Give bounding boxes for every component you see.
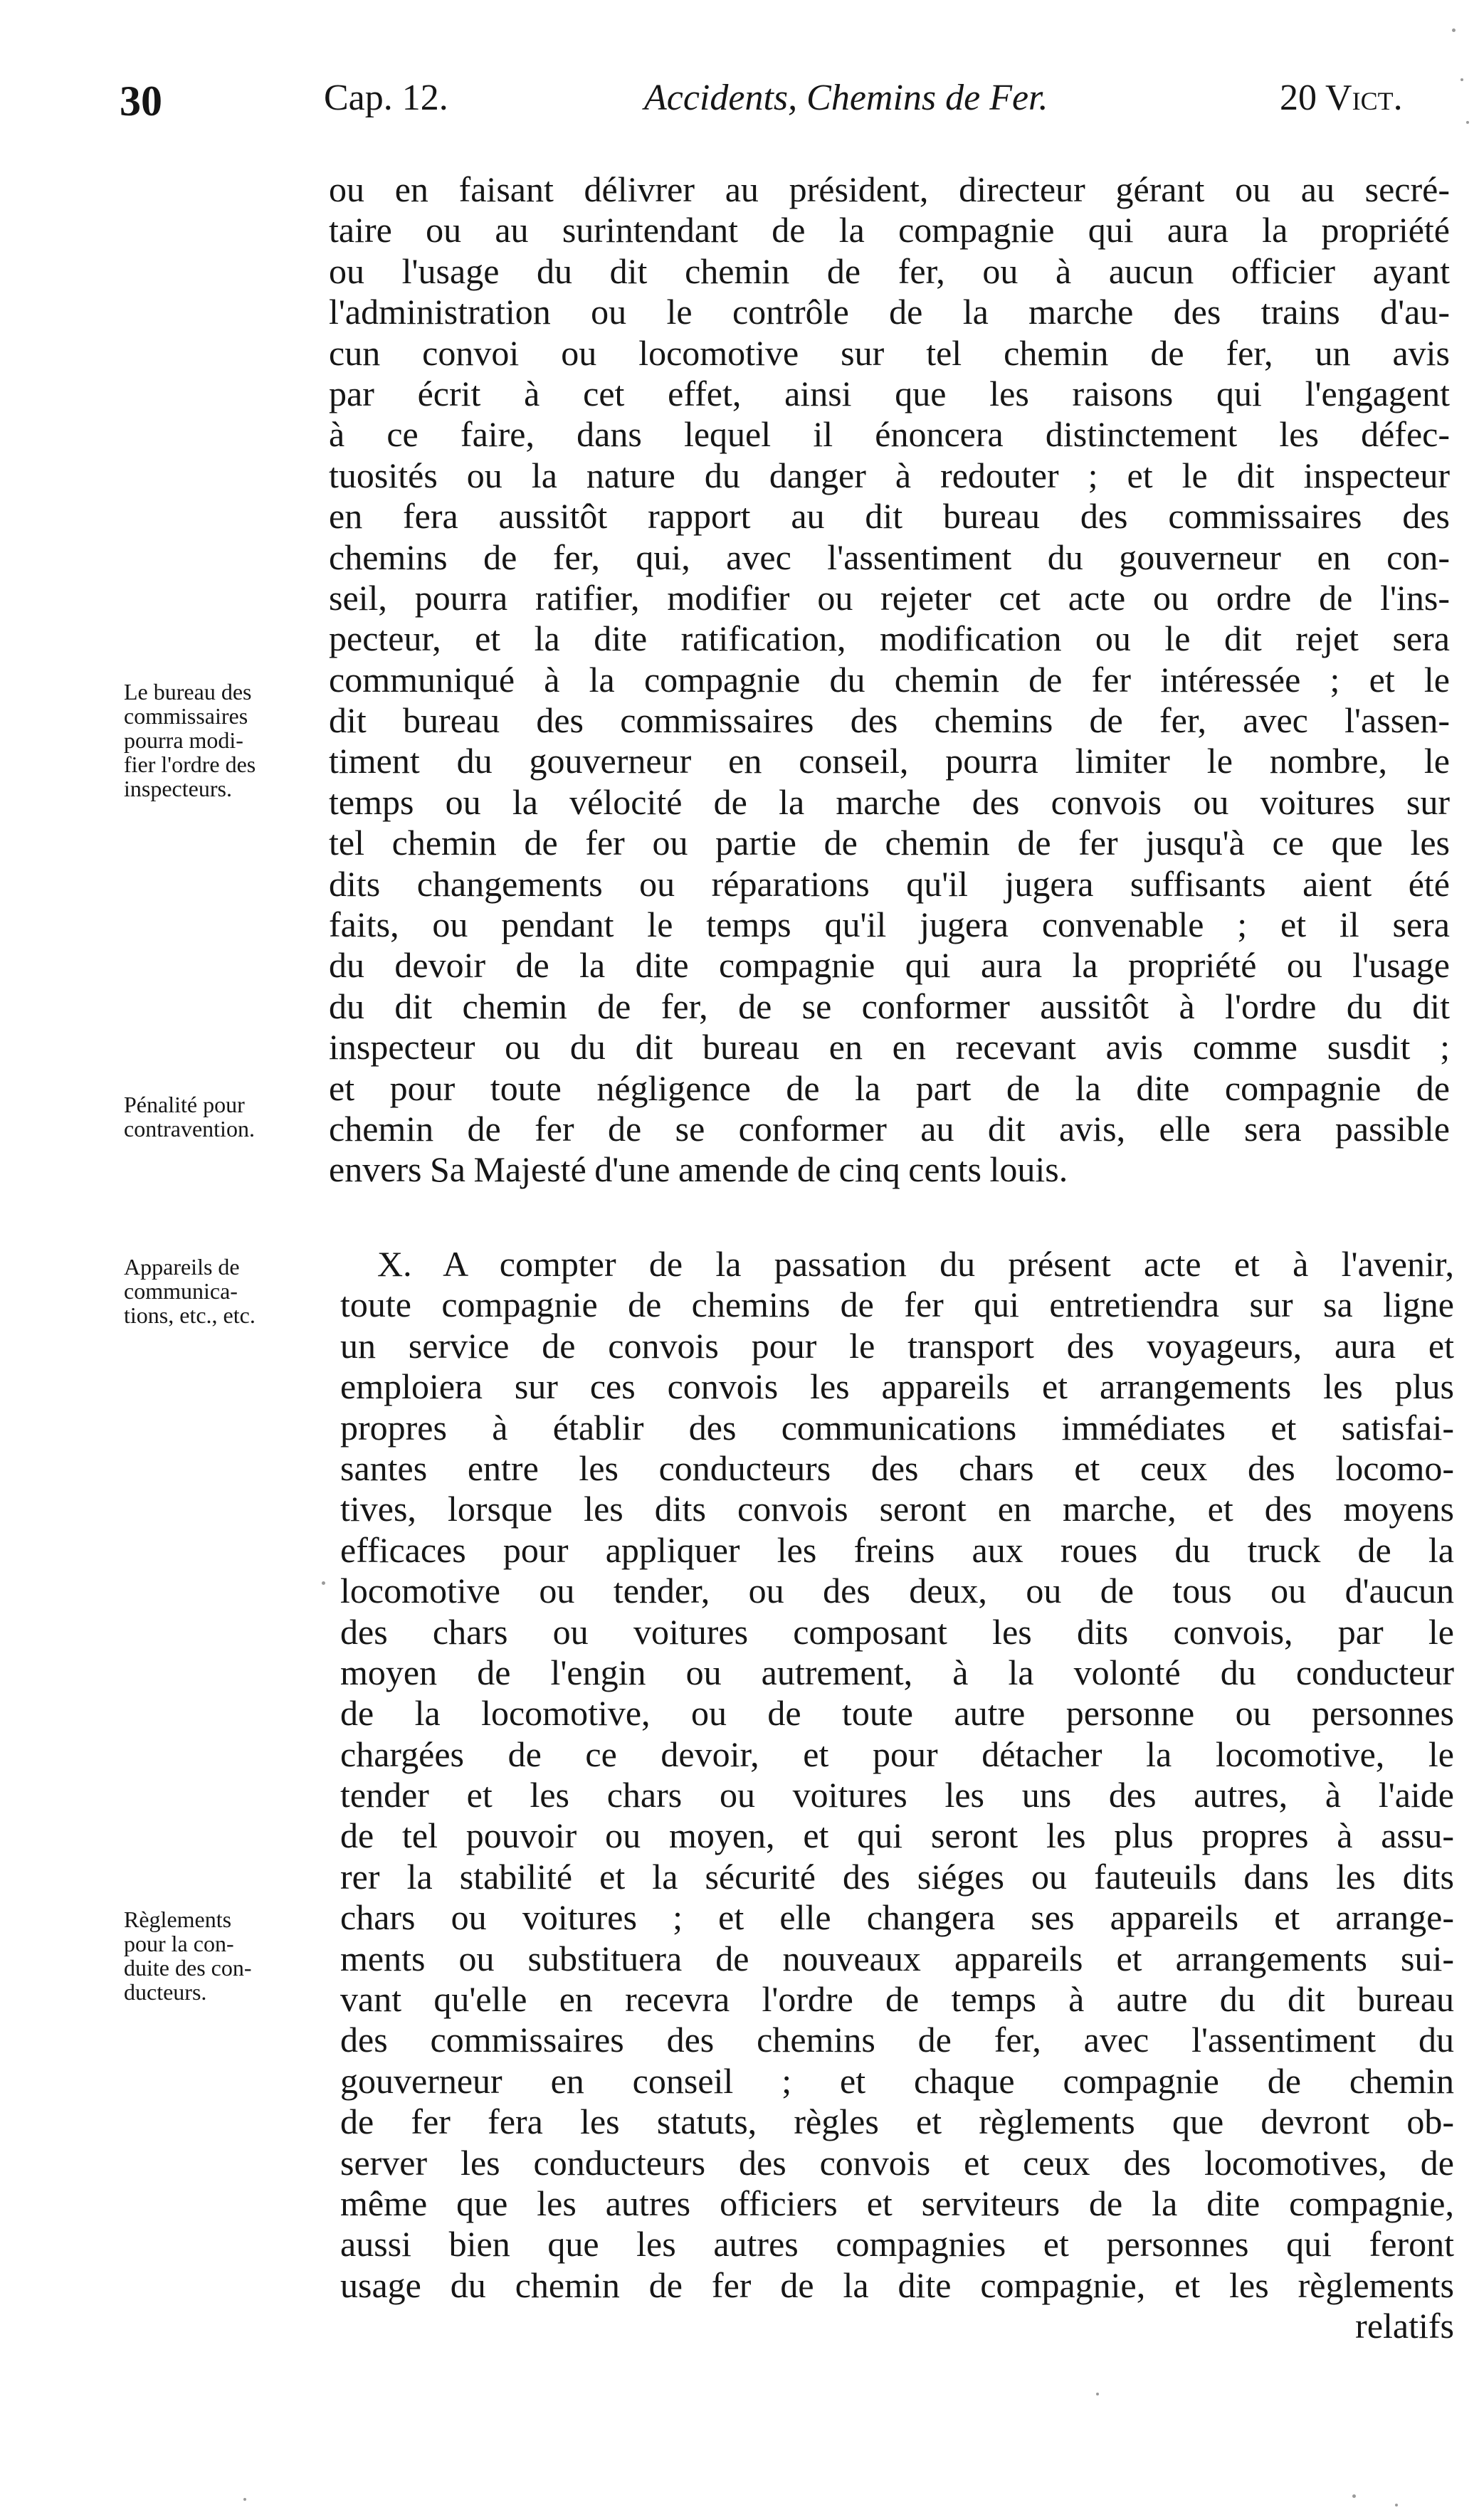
text-line: en fera aussitôt rapport au dit bureau des commissaires des [329, 496, 1450, 537]
text-line: et pour toute négligence de la part de la dite compagnie de [329, 1067, 1450, 1108]
margin-note-line: tions, etc., etc. [124, 1302, 256, 1328]
margin-note-penalite [124, 1092, 330, 1141]
margin-note-line: contravention. [124, 1116, 255, 1142]
text-line: du devoir de la dite compagnie qui aura la propriété ou l'usage [329, 945, 1450, 986]
text-line: de la locomotive, ou de toute autre personne ou personnes [340, 1693, 1454, 1734]
text-line: de tel pouvoir ou moyen, et qui seront les plus propres à assu- [340, 1815, 1454, 1856]
running-header [0, 77, 1479, 148]
text-line: moyen de l'engin ou autrement, à la volonté du conducteur [340, 1652, 1454, 1692]
text-line: des chars ou voitures composant les dits convois, par le [340, 1611, 1454, 1652]
scan-speck [1460, 78, 1463, 81]
text-line: tuosités ou la nature du danger à redouter ; et le dit inspecteur [329, 455, 1450, 495]
margin-note-reglements [124, 1907, 330, 2004]
text-line: à ce faire, dans lequel il énoncera distinctement les défec- [329, 414, 1450, 455]
scan-speck [1352, 2494, 1356, 2498]
scan-speck [1395, 2504, 1398, 2506]
scan-speck [243, 2498, 246, 2501]
text-line: communiqué à la compagnie du chemin de fer intéressée ; et le [329, 659, 1450, 700]
margin-note-bureau [124, 680, 330, 801]
text-line: propres à établir des communications immédiates et satisfai- [340, 1407, 1454, 1448]
text-line: ments ou substituera de nouveaux appareils et arrangements sui- [340, 1938, 1454, 1978]
text-line: même que les autres officiers et serviteurs de la dite compagnie, [340, 2183, 1454, 2223]
text-line: gouverneur en conseil ; et chaque compagnie de chemin [340, 2060, 1454, 2101]
text-line: server les conducteurs des convois et ceux des locomotives, de [340, 2142, 1454, 2183]
text-line: vant qu'elle en recevra l'ordre de temps à autre du dit bureau [340, 1979, 1454, 2020]
text-line: emploiera sur ces convois les appareils et arrangements les plus [340, 1366, 1454, 1407]
text-line: ou l'usage du dit chemin de fer, ou à aucun officier ayant [329, 251, 1450, 291]
text-line: tives, lorsque les dits convois seront en marche, et des moyens [340, 1489, 1454, 1529]
text-line: rer la stabilité et la sécurité des siéges ou fauteuils dans les dits [340, 1856, 1454, 1897]
scan-speck [322, 1581, 325, 1585]
text-line: l'administration ou le contrôle de la marche des trains d'au- [329, 292, 1450, 332]
text-line: tel chemin de fer ou partie de chemin de fer jusqu'à ce que les [329, 823, 1450, 863]
text-line: un service de convois pour le transport des voyageurs, aura et [340, 1325, 1454, 1366]
margin-note-line: duite des con- [124, 1955, 252, 1981]
text-line: X. A compter de la passation du présent acte et à l'avenir, [377, 1244, 1454, 1284]
text-line: pecteur, et la dite ratification, modification ou le dit rejet sera [329, 618, 1450, 659]
text-line: par écrit à cet effet, ainsi que les raisons qui l'engagent [329, 373, 1450, 413]
margin-note-line: pour la con- [124, 1931, 234, 1956]
text-line: dits changements ou réparations qu'il jugera suffisants aient été [329, 863, 1450, 904]
text-line: timent du gouverneur en conseil, pourra limiter le nombre, le [329, 741, 1450, 781]
text-line: ou en faisant délivrer au président, directeur gérant ou au secré- [329, 169, 1450, 209]
running-title: Accidents, Chemins de Fer. [644, 78, 1048, 118]
regnal-year: 20 Vict. [1280, 78, 1403, 118]
text-line: locomotive ou tender, ou des deux, ou de tous ou d'aucun [340, 1571, 1454, 1611]
text-line: chars ou voitures ; et elle changera ses appareils et arrange- [340, 1897, 1454, 1938]
catchword: relatifs [1355, 2306, 1454, 2346]
text-line: des commissaires des chemins de fer, avec l'assentiment du [340, 2020, 1454, 2060]
text-line: usage du chemin de fer de la dite compagnie, et les règlements [340, 2265, 1454, 2305]
margin-note-appareils [124, 1255, 330, 1327]
text-line: du dit chemin de fer, de se conformer aussitôt à l'ordre du dit [329, 986, 1450, 1026]
page-number: 30 [120, 78, 162, 125]
text-line: dit bureau des commissaires des chemins de fer, avec l'assen- [329, 700, 1450, 741]
margin-note-line: Le bureau des [124, 679, 252, 705]
text-line: efficaces pour appliquer les freins aux roues du truck de la [340, 1529, 1454, 1570]
text-line: santes entre les conducteurs des chars et ceux des locomo- [340, 1448, 1454, 1488]
text-line: temps ou la vélocité de la marche des convois ou voitures sur [329, 781, 1450, 822]
margin-note-line: Appareils de [124, 1254, 240, 1280]
text-line: de fer fera les statuts, règles et règlements que devront ob- [340, 2102, 1454, 2142]
paragraph-continuation [329, 169, 1450, 1191]
margin-note-line: ducteurs. [124, 1979, 207, 2005]
text-line: envers Sa Majesté d'une amende de cinq cents louis. [329, 1149, 1068, 1190]
scan-speck [1466, 121, 1469, 124]
text-line: cun convoi ou locomotive sur tel chemin de fer, un avis [329, 332, 1450, 373]
margin-note-line: pourra modi- [124, 727, 243, 753]
chapter-label: Cap. 12. [324, 78, 448, 118]
text-line: chemin de fer de se conformer au dit avis, elle sera passible [329, 1108, 1450, 1149]
margin-note-line: fier l'ordre des [124, 752, 256, 777]
text-line: seil, pourra ratifier, modifier ou rejeter cet acte ou ordre de l'ins- [329, 577, 1450, 618]
section-x-paragraph [340, 1244, 1454, 2347]
scan-speck [1452, 28, 1456, 32]
text-line: tender et les chars ou voitures les uns des autres, à l'aide [340, 1775, 1454, 1815]
text-line: faits, ou pendant le temps qu'il jugera convenable ; et il sera [329, 905, 1450, 945]
text-line: taire ou au surintendant de la compagnie qui aura la propriété [329, 210, 1450, 251]
text-line: aussi bien que les autres compagnies et personnes qui feront [340, 2224, 1454, 2265]
text-line: toute compagnie de chemins de fer qui entretiendra sur sa ligne [340, 1285, 1454, 1325]
text-line: chemins de fer, qui, avec l'assentiment du gouverneur en con- [329, 537, 1450, 577]
margin-note-line: inspecteurs. [124, 776, 232, 801]
margin-note-line: communica- [124, 1278, 238, 1304]
margin-note-line: commissaires [124, 703, 248, 729]
text-line: inspecteur ou du dit bureau en en recevant avis comme susdit ; [329, 1027, 1450, 1067]
scan-speck [1096, 2393, 1099, 2395]
text-line: chargées de ce devoir, et pour détacher la locomotive, le [340, 1734, 1454, 1774]
margin-note-line: Règlements [124, 1907, 232, 1932]
margin-note-line: Pénalité pour [124, 1092, 245, 1117]
